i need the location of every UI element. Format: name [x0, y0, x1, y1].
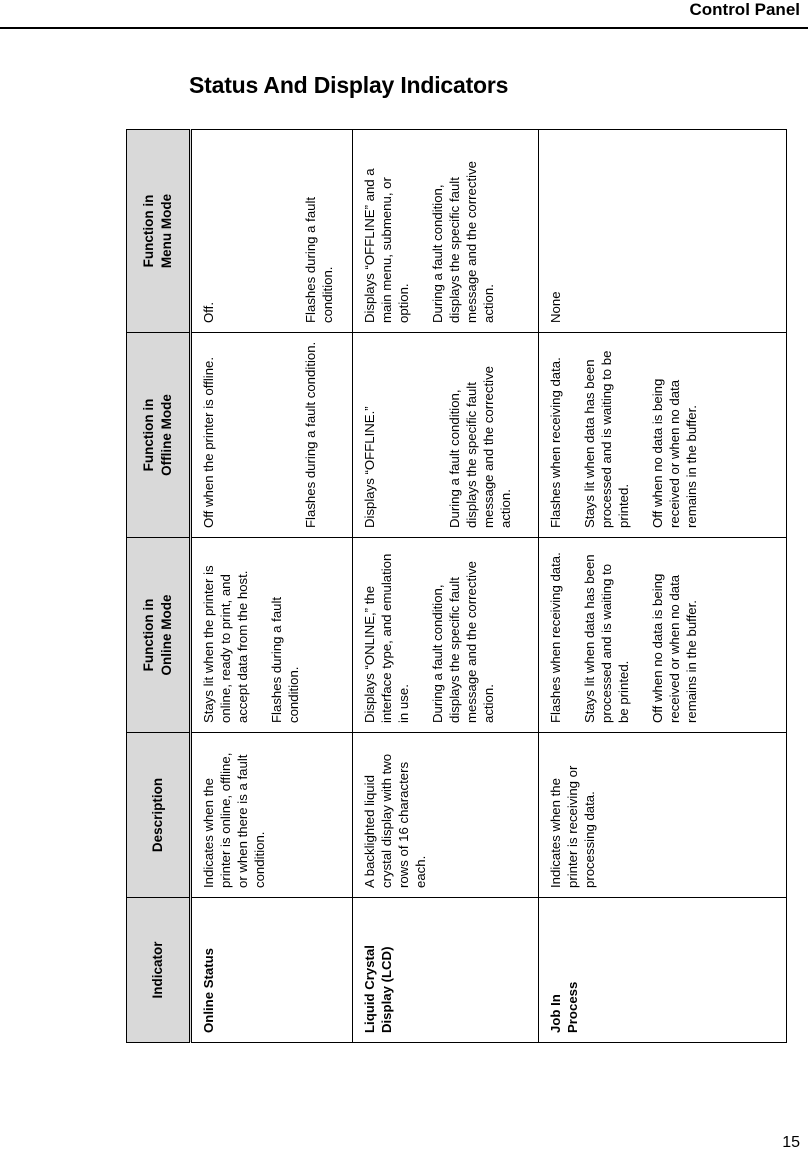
description-cell — [353, 733, 539, 898]
offline-mode-text: During a fault condition, displays the specific fault message and the corrective action. — [447, 366, 513, 528]
column-header-indicator: Indicator — [127, 898, 191, 1043]
section-title: Status And Display Indicators — [189, 72, 509, 98]
table-row — [353, 130, 539, 1043]
menu-mode-text: Flashes during a fault condition. — [303, 196, 335, 323]
header-title: Control Panel — [689, 0, 800, 19]
online-mode-text: Flashes when receiving data. — [548, 552, 563, 723]
online-mode-text: During a fault condition, displays the specific fault message and the corrective action. — [430, 561, 496, 723]
online-mode-cell — [353, 538, 539, 733]
online-mode-text: Stays lit when the printer is online, ready to print, and accept data from the host. — [201, 565, 250, 723]
indicator-name: Liquid Crystal Display (LCD) — [362, 945, 394, 1033]
menu-mode-cell — [539, 130, 787, 333]
online-mode-text: Off when no data is being received or when no data remains in the buffer. — [650, 573, 699, 723]
indicator-cell — [539, 898, 787, 1043]
online-mode-text: Stays lit when data has been processed and is waiting to be printed. — [582, 554, 631, 723]
description-text: A backlighted liquid crystal display with two rows of 16 characters each. — [362, 753, 428, 888]
column-header-menu-mode: Function in Menu Mode — [127, 130, 191, 333]
online-mode-text: Displays “ONLINE,” the interface type, and emulation in use. — [362, 553, 411, 723]
offline-mode-cell — [191, 333, 353, 538]
offline-mode-text: Stays lit when data has been processed and is waiting to be printed. — [582, 350, 631, 528]
column-header-online-mode: Function in Online Mode — [127, 538, 191, 733]
rotated-table-frame — [126, 130, 786, 1043]
column-header-description: Description — [127, 733, 191, 898]
offline-mode-text: Off when the printer is offline. — [201, 356, 216, 528]
description-cell — [191, 733, 353, 898]
offline-mode-cell — [353, 333, 539, 538]
offline-mode-cell — [539, 333, 787, 538]
indicator-cell — [191, 898, 353, 1043]
page-number: 15 — [782, 1134, 800, 1151]
indicator-table — [126, 129, 787, 1043]
indicator-name: Job In Process — [548, 981, 580, 1033]
menu-mode-cell — [191, 130, 353, 333]
offline-mode-text: Flashes during a fault condition. — [303, 341, 318, 528]
indicator-cell — [353, 898, 539, 1043]
offline-mode-text: Displays “OFFLINE.” — [362, 406, 377, 528]
online-mode-text: Flashes during a fault condition. — [269, 596, 301, 723]
indicator-table-wrapper — [126, 130, 786, 1043]
table-row — [539, 130, 787, 1043]
offline-mode-text: Flashes when receiving data. — [548, 357, 563, 528]
menu-mode-text: Displays “OFFLINE” and a main menu, submenu, or option. — [362, 168, 411, 323]
description-text: Indicates when the printer is receiving or processing data. — [548, 765, 597, 888]
description-cell — [539, 733, 787, 898]
description-text: Indicates when the printer is online, offline, or when there is a fault condition. — [201, 752, 267, 888]
table-header-row — [127, 130, 191, 1043]
menu-mode-text: During a fault condition, displays the specific fault message and the corrective action. — [430, 161, 496, 323]
column-header-offline-mode: Function in Offline Mode — [127, 333, 191, 538]
offline-mode-text: Off when no data is being received or when no data remains in the buffer. — [650, 378, 699, 528]
table-row — [191, 130, 353, 1043]
online-mode-cell — [539, 538, 787, 733]
menu-mode-text: Off. — [201, 301, 216, 323]
online-mode-cell — [191, 538, 353, 733]
menu-mode-text: None — [548, 291, 563, 323]
indicator-name: Online Status — [201, 948, 216, 1033]
header-rule — [0, 27, 808, 29]
menu-mode-cell — [353, 130, 539, 333]
